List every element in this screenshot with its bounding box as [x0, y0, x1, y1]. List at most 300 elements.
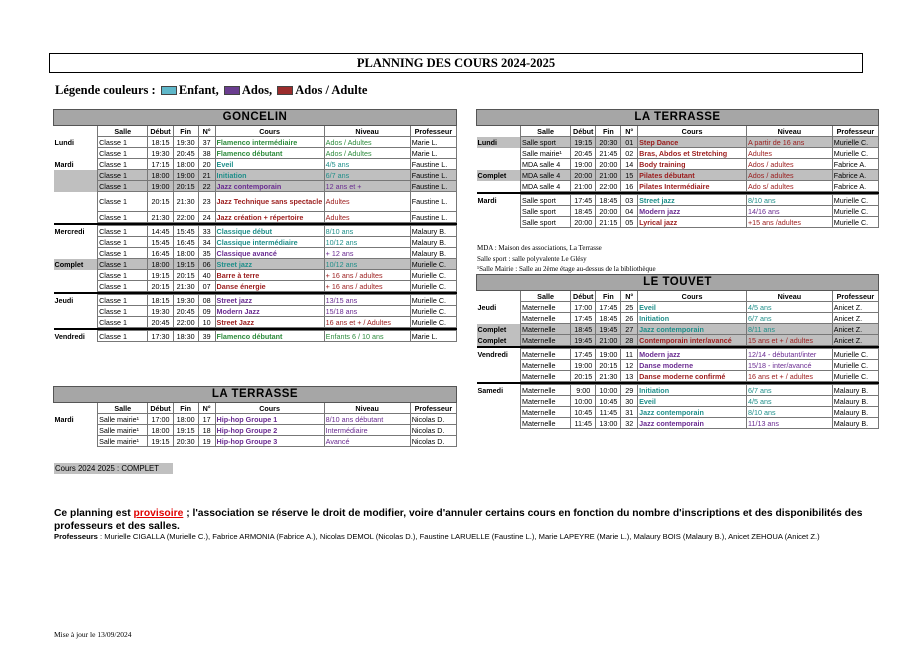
col-header: Cours	[215, 126, 324, 137]
salle-cell: Maternelle	[520, 324, 570, 335]
professor-cell: Faustine L.	[410, 170, 456, 181]
start-cell: 18:00	[148, 425, 173, 436]
legend-swatch-adulte	[277, 86, 293, 95]
salle-cell: Maternelle	[520, 396, 570, 407]
schedule-row	[477, 217, 879, 228]
disclaimer-end: ; l'association se réserve le droit de modifier, voire d'annuler certains cours en fonction du nombre d'inscriptions et des disponibilités des professeurs et des salles.	[54, 508, 863, 532]
number-cell: 21	[198, 170, 215, 181]
level-cell: 4/5 ans	[746, 302, 832, 313]
level-cell: 8/10 ans	[324, 226, 410, 237]
course-cell: Danse moderne	[638, 360, 747, 371]
course-cell: Jazz contemporain	[215, 181, 324, 192]
number-cell: 24	[198, 212, 215, 223]
level-cell: 8/10 ans	[746, 195, 832, 206]
professors-label: Professeurs	[54, 532, 98, 541]
disclaimer-highlight: provisoire	[133, 508, 184, 519]
start-cell: 11:45	[571, 418, 596, 429]
schedule-le-touvet	[476, 274, 879, 429]
level-cell: + 12 ans	[324, 248, 410, 259]
professor-cell: Murielle C.	[410, 295, 456, 306]
start-cell: 21:30	[148, 212, 173, 223]
note-salle-mairie: ¹Salle Mairie : Salle au 2ème étage au-dessus de la bibliothèque	[477, 265, 656, 273]
salle-cell: Maternelle	[520, 385, 570, 396]
end-cell: 21:30	[173, 192, 198, 212]
number-cell: 01	[621, 137, 638, 148]
col-header: N°	[198, 403, 215, 414]
level-cell: 15/18 - inter/avancé	[746, 360, 832, 371]
level-cell: Adultes	[746, 148, 832, 159]
level-cell: Ados / adultes	[746, 170, 832, 181]
end-cell: 20:15	[173, 270, 198, 281]
professor-cell: Marie L.	[410, 331, 456, 342]
salle-cell: Classe 1	[98, 237, 148, 248]
end-cell: 20:15	[596, 360, 621, 371]
col-header-day	[477, 126, 521, 137]
end-cell: 11:45	[596, 407, 621, 418]
course-cell: Eveil	[215, 159, 324, 170]
schedule-row	[477, 181, 879, 192]
col-header: Niveau	[746, 291, 832, 302]
legend-item-adulte: Ados / Adulte	[295, 83, 368, 97]
day-cell	[54, 306, 98, 317]
start-cell: 19:45	[571, 335, 596, 346]
course-cell: Lyrical jazz	[638, 217, 747, 228]
schedule-row	[54, 281, 457, 292]
course-cell: Initiation	[638, 385, 747, 396]
end-cell: 15:45	[173, 226, 198, 237]
level-cell: Ados / adultes	[746, 159, 832, 170]
end-cell: 10:00	[596, 385, 621, 396]
schedule-row	[54, 237, 457, 248]
col-header: Professeur	[410, 126, 456, 137]
end-cell: 21:00	[596, 335, 621, 346]
start-cell: 19:15	[571, 137, 596, 148]
professor-cell: Malaury B.	[832, 396, 878, 407]
professor-cell: Anicet Z.	[832, 324, 878, 335]
day-cell	[477, 371, 521, 382]
start-cell: 9:00	[571, 385, 596, 396]
col-header: Salle	[98, 403, 148, 414]
salle-cell: Salle mairie¹	[98, 414, 148, 425]
end-cell: 18:45	[596, 195, 621, 206]
salle-cell: Classe 1	[98, 248, 148, 259]
day-cell: Complet	[54, 259, 98, 270]
section-title: GONCELIN	[54, 110, 457, 126]
course-cell: Classique avancé	[215, 248, 324, 259]
professor-cell: Murielle C.	[410, 317, 456, 328]
start-cell: 17:45	[571, 195, 596, 206]
salle-cell: MDA salle 4	[520, 170, 570, 181]
salle-cell: Classe 1	[98, 295, 148, 306]
note-salle-sport: Salle sport : salle polyvalente Le Glésy	[477, 254, 587, 263]
end-cell: 18:45	[596, 313, 621, 324]
professor-cell: Murielle C.	[832, 371, 878, 382]
start-cell: 16:45	[148, 248, 173, 259]
day-cell	[54, 212, 98, 223]
course-cell: Modern Jazz	[215, 306, 324, 317]
professor-cell: Malaury B.	[832, 385, 878, 396]
professor-cell: Faustine L.	[410, 212, 456, 223]
schedule-row	[477, 324, 879, 335]
number-cell: 11	[621, 349, 638, 360]
day-cell	[54, 237, 98, 248]
professor-cell: Malaury B.	[832, 407, 878, 418]
day-cell: Mercredi	[54, 226, 98, 237]
end-cell: 21:00	[596, 170, 621, 181]
day-cell: Vendredi	[54, 331, 98, 342]
schedule-row	[477, 195, 879, 206]
day-cell: Samedi	[477, 385, 521, 396]
number-cell: 40	[198, 270, 215, 281]
professor-cell: Murielle C.	[832, 195, 878, 206]
day-cell: Lundi	[54, 137, 98, 148]
start-cell: 17:00	[148, 414, 173, 425]
salle-cell: Salle sport	[520, 206, 570, 217]
day-cell	[477, 407, 521, 418]
legend-item-enfant: Enfant,	[178, 83, 219, 97]
location-notes	[477, 243, 656, 275]
start-cell: 18:15	[148, 137, 173, 148]
number-cell: 22	[198, 181, 215, 192]
day-cell	[477, 396, 521, 407]
end-cell: 20:30	[596, 137, 621, 148]
day-cell	[477, 159, 521, 170]
level-cell: 6/7 ans	[746, 385, 832, 396]
level-cell: A partir de 16 ans	[746, 137, 832, 148]
end-cell: 17:45	[596, 302, 621, 313]
salle-cell: Classe 1	[98, 170, 148, 181]
course-cell: Street jazz	[638, 195, 747, 206]
number-cell: 12	[621, 360, 638, 371]
start-cell: 19:30	[148, 148, 173, 159]
schedule-row	[54, 317, 457, 328]
start-cell: 20:45	[148, 317, 173, 328]
schedule-row	[54, 148, 457, 159]
level-cell: Ados / Adultes	[324, 137, 410, 148]
start-cell: 15:45	[148, 237, 173, 248]
number-cell: 28	[621, 335, 638, 346]
schedule-row	[477, 302, 879, 313]
professor-cell: Anicet Z.	[832, 313, 878, 324]
professor-cell: Malaury B.	[410, 248, 456, 259]
professor-cell: Faustine L.	[410, 181, 456, 192]
level-cell: Adultes	[324, 212, 410, 223]
note-mda: MDA : Maison des associations, La Terrasse	[477, 244, 602, 252]
level-cell: 8/11 ans	[746, 324, 832, 335]
course-cell: Eveil	[638, 302, 747, 313]
schedule-row	[477, 137, 879, 148]
professor-cell: Nicolas D.	[410, 414, 456, 425]
col-header: Niveau	[746, 126, 832, 137]
number-cell: 10	[198, 317, 215, 328]
course-cell: Street Jazz	[215, 317, 324, 328]
number-cell: 37	[198, 137, 215, 148]
day-cell	[477, 313, 521, 324]
salle-cell: Maternelle	[520, 313, 570, 324]
course-cell: Jazz Technique sans spectacle	[215, 192, 324, 212]
course-cell: Initiation	[638, 313, 747, 324]
col-header: N°	[198, 126, 215, 137]
number-cell: 20	[198, 159, 215, 170]
professor-cell: Fabrice A.	[832, 170, 878, 181]
col-header: Fin	[596, 291, 621, 302]
schedule-row	[54, 137, 457, 148]
start-cell: 18:15	[148, 295, 173, 306]
disclaimer-start: Ce planning est	[54, 508, 134, 519]
course-cell: Barre à terre	[215, 270, 324, 281]
section-title: LA TERRASSE	[477, 110, 879, 126]
col-header: Professeur	[832, 126, 878, 137]
legend-swatch-ados	[224, 86, 240, 95]
level-cell: 10/12 ans	[324, 237, 410, 248]
course-cell: Modern jazz	[638, 206, 747, 217]
legend-label: Légende couleurs :	[55, 83, 156, 97]
level-cell: Ados / Adultes	[324, 148, 410, 159]
salle-cell: Maternelle	[520, 407, 570, 418]
day-cell: Vendredi	[477, 349, 521, 360]
disclaimer	[54, 508, 874, 533]
salle-cell: Classe 1	[98, 212, 148, 223]
legend-item-ados: Ados,	[241, 83, 273, 97]
start-cell: 18:45	[571, 206, 596, 217]
col-header-day	[54, 403, 98, 414]
salle-cell: Maternelle	[520, 349, 570, 360]
professor-cell: Murielle C.	[832, 349, 878, 360]
schedule-row	[477, 385, 879, 396]
section-title: LE TOUVET	[477, 275, 879, 291]
day-cell: Mardi	[477, 195, 521, 206]
end-cell: 10:45	[596, 396, 621, 407]
schedule-row	[54, 181, 457, 192]
professor-cell: Nicolas D.	[410, 425, 456, 436]
end-cell: 21:45	[596, 148, 621, 159]
day-cell	[477, 418, 521, 429]
day-cell	[54, 436, 98, 447]
professor-cell: Malaury B.	[832, 418, 878, 429]
professor-cell: Anicet Z.	[832, 335, 878, 346]
number-cell: 13	[621, 371, 638, 382]
schedule-row	[477, 418, 879, 429]
col-header-day	[54, 126, 98, 137]
course-cell: Flamenco intermédiaire	[215, 137, 324, 148]
page-title: PLANNING DES COURS 2024-2025	[49, 53, 863, 73]
col-header: N°	[621, 291, 638, 302]
level-cell: 6/7 ans	[746, 313, 832, 324]
salle-cell: Classe 1	[98, 259, 148, 270]
schedule-row	[477, 407, 879, 418]
day-cell	[54, 170, 98, 181]
schedule-row	[477, 371, 879, 382]
start-cell: 20:15	[571, 371, 596, 382]
start-cell: 19:30	[148, 306, 173, 317]
professor-cell: Fabrice A.	[832, 181, 878, 192]
schedule-row	[477, 335, 879, 346]
schedule-row	[54, 212, 457, 223]
end-cell: 18:00	[173, 414, 198, 425]
level-cell: 8/10 ans	[746, 407, 832, 418]
number-cell: 25	[621, 302, 638, 313]
schedule-goncelin	[53, 109, 457, 342]
schedule-row	[54, 295, 457, 306]
number-cell: 35	[198, 248, 215, 259]
end-cell: 22:00	[173, 212, 198, 223]
salle-cell: Classe 1	[98, 192, 148, 212]
start-cell: 19:15	[148, 270, 173, 281]
number-cell: 09	[198, 306, 215, 317]
professor-cell: Murielle C.	[832, 137, 878, 148]
salle-cell: Salle mairie¹	[520, 148, 570, 159]
day-cell	[54, 181, 98, 192]
day-cell	[54, 148, 98, 159]
schedule-row	[54, 192, 457, 212]
salle-cell: Maternelle	[520, 371, 570, 382]
number-cell: 06	[198, 259, 215, 270]
level-cell: 16 ans et + / Adultes	[324, 317, 410, 328]
end-cell: 21:30	[596, 371, 621, 382]
level-cell: +15 ans /adultes	[746, 217, 832, 228]
salle-cell: Classe 1	[98, 226, 148, 237]
schedule-row	[54, 414, 457, 425]
end-cell: 19:15	[173, 425, 198, 436]
start-cell: 18:00	[148, 259, 173, 270]
salle-cell: Classe 1	[98, 317, 148, 328]
end-cell: 22:00	[173, 317, 198, 328]
col-header: Salle	[520, 126, 570, 137]
start-cell: 19:00	[571, 159, 596, 170]
professor-cell: Murielle C.	[832, 360, 878, 371]
salle-cell: Classe 1	[98, 281, 148, 292]
level-cell: Adultes	[324, 192, 410, 212]
schedule-la-terrasse-left	[53, 386, 457, 447]
section-title: LA TERRASSE	[54, 387, 457, 403]
start-cell: 17:45	[571, 349, 596, 360]
day-cell	[54, 317, 98, 328]
level-cell: 15/18 ans	[324, 306, 410, 317]
salle-cell: MDA salle 4	[520, 159, 570, 170]
start-cell: 21:00	[571, 181, 596, 192]
end-cell: 19:15	[173, 259, 198, 270]
col-header-day	[477, 291, 521, 302]
color-legend	[55, 83, 367, 98]
col-header: Niveau	[324, 126, 410, 137]
number-cell: 32	[621, 418, 638, 429]
level-cell: 15 ans et + / adultes	[746, 335, 832, 346]
number-cell: 34	[198, 237, 215, 248]
salle-cell: Maternelle	[520, 360, 570, 371]
course-cell: Jazz contemporain	[638, 324, 747, 335]
start-cell: 20:00	[571, 217, 596, 228]
start-cell: 19:15	[148, 436, 173, 447]
start-cell: 17:00	[571, 302, 596, 313]
number-cell: 26	[621, 313, 638, 324]
schedule-row	[54, 436, 457, 447]
level-cell: 12 ans et +	[324, 181, 410, 192]
start-cell: 20:45	[571, 148, 596, 159]
salle-cell: Classe 1	[98, 270, 148, 281]
start-cell: 20:15	[148, 281, 173, 292]
professors-text: : Murielle CIGALLA (Murielle C.), Fabrice ARMONIA (Fabrice A.), Nicolas DEMOL (Nicolas D.), Faustine LARUELLE (Faustine L.), Marie LAPEYRE (Marie L.), Malaury BOIS (Malaury B.), Anicet ZEHOUA (Anicet Z.)	[97, 532, 820, 541]
start-cell: 10:45	[571, 407, 596, 418]
level-cell: 4/5 ans	[746, 396, 832, 407]
course-cell: Hip-hop Groupe 1	[215, 414, 324, 425]
salle-cell: Classe 1	[98, 159, 148, 170]
start-cell: 17:45	[571, 313, 596, 324]
day-cell: Lundi	[477, 137, 521, 148]
col-header: Niveau	[324, 403, 410, 414]
salle-cell: Salle sport	[520, 137, 570, 148]
end-cell: 20:15	[173, 181, 198, 192]
end-cell: 18:00	[173, 248, 198, 259]
day-cell	[477, 206, 521, 217]
number-cell: 38	[198, 148, 215, 159]
end-cell: 18:00	[173, 159, 198, 170]
schedule-row	[477, 313, 879, 324]
salle-cell: Salle sport	[520, 195, 570, 206]
course-cell: Hip-hop Groupe 2	[215, 425, 324, 436]
course-cell: Modern jazz	[638, 349, 747, 360]
level-cell: 6/7 ans	[324, 170, 410, 181]
day-cell: Mardi	[54, 159, 98, 170]
legend-swatch-enfant	[161, 86, 177, 95]
day-cell	[54, 270, 98, 281]
end-cell: 19:30	[173, 137, 198, 148]
number-cell: 39	[198, 331, 215, 342]
salle-cell: Classe 1	[98, 306, 148, 317]
number-cell: 31	[621, 407, 638, 418]
course-cell: Classique début	[215, 226, 324, 237]
day-cell: Mardi	[54, 414, 98, 425]
level-cell: + 16 ans / adultes	[324, 281, 410, 292]
day-cell: Complet	[477, 324, 521, 335]
salle-cell: Salle mairie¹	[98, 436, 148, 447]
end-cell: 21:30	[173, 281, 198, 292]
col-header: Professeur	[832, 291, 878, 302]
col-header: Début	[571, 291, 596, 302]
col-header: Fin	[596, 126, 621, 137]
col-header: Fin	[173, 403, 198, 414]
col-header: Début	[148, 126, 173, 137]
number-cell: 05	[621, 217, 638, 228]
professor-cell: Marie L.	[410, 148, 456, 159]
salle-cell: Classe 1	[98, 331, 148, 342]
number-cell: 23	[198, 192, 215, 212]
number-cell: 29	[621, 385, 638, 396]
col-header: Cours	[638, 126, 747, 137]
professor-cell: Murielle C.	[410, 270, 456, 281]
salle-cell: MDA salle 4	[520, 181, 570, 192]
day-cell: Complet	[477, 335, 521, 346]
schedule-row	[477, 396, 879, 407]
professor-cell: Murielle C.	[832, 206, 878, 217]
col-header: Cours	[215, 403, 324, 414]
col-header: N°	[621, 126, 638, 137]
day-cell: Jeudi	[477, 302, 521, 313]
professor-cell: Murielle C.	[832, 217, 878, 228]
end-cell: 20:45	[173, 148, 198, 159]
professor-cell: Anicet Z.	[832, 302, 878, 313]
number-cell: 30	[621, 396, 638, 407]
schedule-row	[477, 360, 879, 371]
number-cell: 03	[621, 195, 638, 206]
course-cell: Bras, Abdos et Stretching	[638, 148, 747, 159]
schedule-row	[54, 226, 457, 237]
salle-cell: Classe 1	[98, 148, 148, 159]
salle-cell: Classe 1	[98, 181, 148, 192]
course-cell: Street jazz	[215, 295, 324, 306]
end-cell: 18:30	[173, 331, 198, 342]
professor-cell: Murielle C.	[410, 281, 456, 292]
course-cell: Danse moderne confirmé	[638, 371, 747, 382]
